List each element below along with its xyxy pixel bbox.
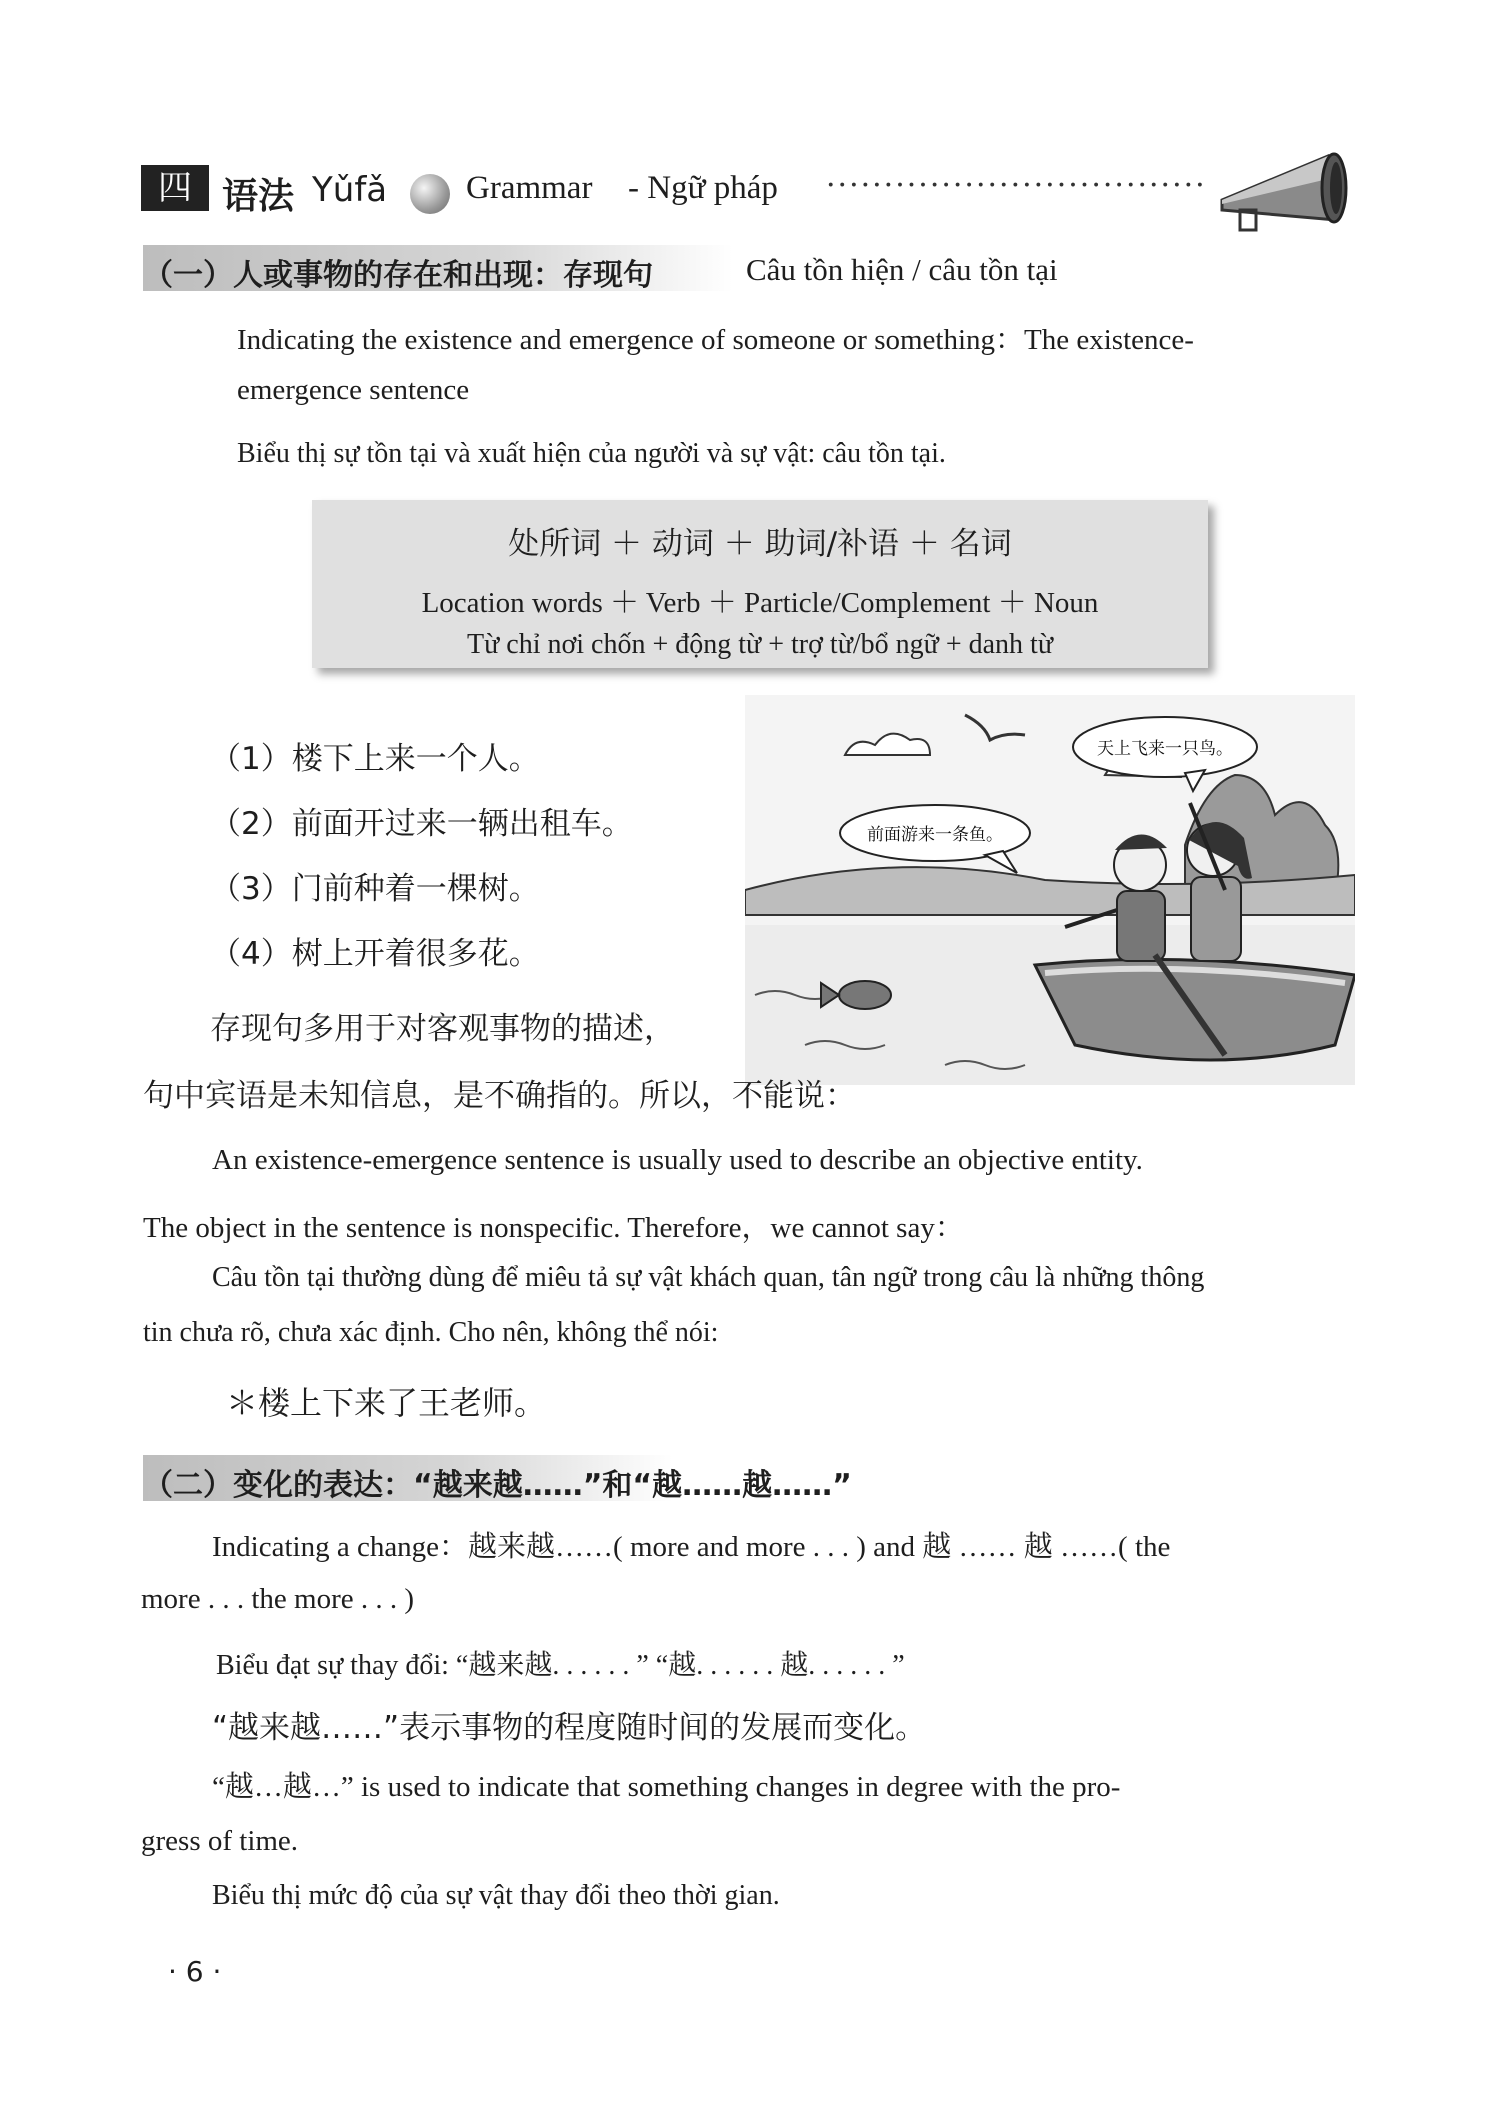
section2-en2-line1: “越…越…” is used to indicate that something changes in degree with the pro- <box>212 1771 1121 1803</box>
section2-en2-line2: gress of time. <box>141 1825 299 1857</box>
section2-en-line2: more . . . the more . . . ) <box>141 1583 415 1615</box>
cn-note-line2: 句中宾语是未知信息，是不确指的。所以，不能说： <box>143 1078 856 1114</box>
bullet-dot-icon <box>410 174 450 214</box>
example-3: （3）门前种着一棵树。 <box>210 871 540 907</box>
section-title-vi: - Ngữ pháp <box>628 170 778 206</box>
formula-cn: 处所词 ＋ 动词 ＋ 助词/补语 ＋ 名词 <box>508 526 1012 562</box>
section2-cn-line: “越来越……”表示事物的程度随时间的发展而变化。 <box>212 1710 927 1746</box>
section-title-pinyin: Yǔfǎ <box>312 170 388 210</box>
section2-heading-cn: （二）变化的表达：“越来越……”和“越……越……” <box>143 1468 852 1503</box>
page-number: · 6 · <box>168 1955 222 1988</box>
example-4: （4）树上开着很多花。 <box>210 936 540 972</box>
section1-heading-cn: （一）人或事物的存在和出现：存现句 <box>143 258 653 293</box>
wrong-example: ＊楼上下来了王老师。 <box>226 1384 547 1422</box>
leader-dots: ································· <box>826 168 1207 203</box>
section2-vi2-line: Biểu thị mức độ của sự vật thay đổi theo thời gian. <box>212 1880 780 1911</box>
bubble-upper-text: 天上飞来一只鸟。 <box>1097 739 1233 759</box>
section2-vi-line: Biểu đạt sự thay đổi: “越来越. . . . . . ” “越. . . . . . 越. . . . . . ” <box>216 1650 905 1681</box>
cn-note-line1: 存现句多用于对客观事物的描述， <box>210 1011 675 1047</box>
section1-en-line2: emergence sentence <box>237 374 470 406</box>
vi-note-line1: Câu tồn tại thường dùng để miêu tả sự vật khách quan, tân ngữ trong câu là những thông <box>212 1262 1205 1293</box>
section-number-badge: 四 <box>141 165 209 211</box>
en-note-line1: An existence-emergence sentence is usually used to describe an objective entity. <box>212 1144 1143 1176</box>
vi-note-line2: tin chưa rõ, chưa xác định. Cho nên, không thể nói: <box>143 1317 719 1348</box>
formula-vi: Từ chỉ nơi chốn + động từ + trợ từ/bổ ngữ + danh từ <box>466 629 1054 660</box>
section1-vi-line: Biểu thị sự tồn tại và xuất hiện của người và sự vật: câu tồn tại. <box>237 438 946 469</box>
boat-illustration <box>745 695 1355 1085</box>
section2-en-line1: Indicating a change：越来越……( more and more . . . ) and 越 …… 越 ……( the <box>212 1531 1171 1563</box>
formula-en: Location words ＋ Verb ＋ Particle/Complement ＋ Noun <box>421 587 1099 619</box>
en-note-line2: The object in the sentence is nonspecific. Therefore，we cannot say： <box>143 1212 964 1244</box>
megaphone-icon <box>1218 148 1358 238</box>
section-title-cn: 语法 <box>222 176 295 217</box>
bubble-lower-text: 前面游来一条鱼。 <box>867 825 1003 845</box>
section1-en-line1: Indicating the existence and emergence of someone or something：The existence- <box>237 324 1194 356</box>
section1-heading-vi: Câu tồn hiện / câu tồn tại <box>746 252 1058 287</box>
example-1: （1）楼下上来一个人。 <box>210 741 540 777</box>
example-2: （2）前面开过来一辆出租车。 <box>210 806 633 842</box>
section-title-en: Grammar <box>466 170 593 206</box>
